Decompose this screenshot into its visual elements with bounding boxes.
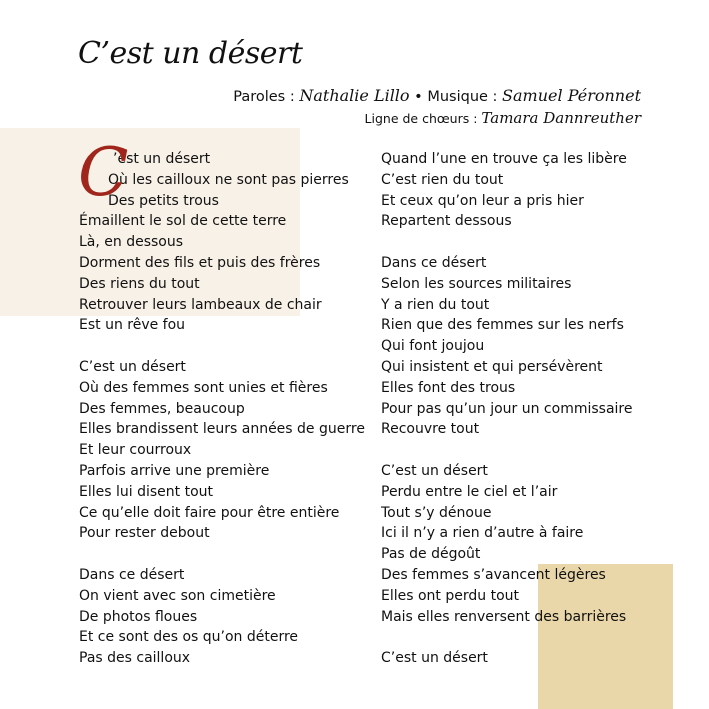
lyric-line: Y a rien du tout [381,296,490,313]
lyric-line: Dans ce désert [79,566,185,583]
lyric-line: On vient avec son cimetière [79,587,276,604]
lyrics-left-column [79,149,365,669]
credits-separator: • [414,89,423,105]
lyric-line: Elles lui disent tout [79,483,213,500]
stanza-gap [381,627,632,648]
lyric-line: C’est rien du tout [381,171,504,188]
lyric-line: C’est un désert [79,358,186,375]
lyric-line: Et ce sont des os qu’on déterre [79,629,299,646]
lyric-line: Est un rêve fou [79,317,186,334]
lyric-line: Où des femmes sont unies et fières [79,379,328,396]
lyric-line: Où les cailloux ne sont pas pierres [108,171,349,188]
lyric-line: Elles ont perdu tout [381,587,519,604]
lyric-line: Retrouver leurs lambeaux de chair [79,296,322,313]
lyric-line: Qui font joujou [381,338,485,355]
lyric-line: Émaillent le sol de cette terre [79,213,287,230]
lyric-line: Elles font des trous [381,379,516,396]
lyrics-right-column [381,149,632,669]
lyric-line: Et leur courroux [79,442,192,459]
lyric-line: Pas des cailloux [79,650,191,667]
lyric-line: Pour rester debout [79,525,210,542]
lyric-line: Rien que des femmes sur les nerfs [381,317,624,334]
lyrics-author: Nathalie Lillo [299,86,410,105]
lyric-line: Elles brandissent leurs années de guerre [79,421,365,438]
lyric-line: Repartent dessous [381,213,512,230]
lyric-line: Dorment des fils et puis des frères [79,254,321,271]
lyric-line: Là, en dessous [79,234,184,251]
stanza-gap [381,232,632,253]
lyric-line: Pas de dégoût [381,546,481,563]
lyric-line: Recouvre tout [381,421,480,438]
lyric-line: Des femmes s’avancent légères [381,566,606,583]
credits [233,85,641,129]
choir-label: Ligne de chœurs : [364,111,478,126]
stanza-gap [79,544,365,565]
lyric-line: De photos floues [79,608,198,625]
lyric-line: Perdu entre le ciel et l’air [381,483,558,500]
lyric-line: Des femmes, beaucoup [79,400,245,417]
song-title: C’est un désert [78,36,303,71]
lyric-line: C’est un désert [381,650,488,667]
choir-author: Tamara Dannreuther [481,109,641,127]
lyric-line: Dans ce désert [381,254,487,271]
lyric-line: Pour pas qu’un jour un commissaire [381,400,633,417]
lyric-line: Quand l’une en trouve ça les libère [381,151,627,167]
lyric-line: Qui insistent et qui persévèrent [381,358,603,375]
music-author: Samuel Péronnet [502,86,641,105]
lyric-line: Des petits trous [108,192,219,209]
lyric-line: Mais elles renversent des barrières [381,608,627,625]
stanza-gap [381,440,632,461]
lyric-line: Selon les sources militaires [381,275,572,292]
lyric-line: Ici il n’y a rien d’autre à faire [381,525,584,542]
lyric-line: Et ceux qu’on leur a pris hier [381,192,584,209]
lyric-first-line-rest: ’est un désert [113,151,211,167]
lyric-line: Des riens du tout [79,275,200,292]
drop-cap-letter: C [78,134,129,211]
stanza-gap [79,336,365,357]
credits-line-main [233,85,641,108]
music-label: Musique : [427,89,498,105]
credits-line-choir [233,108,641,129]
lyric-line: Ce qu’elle doit faire pour être entière [79,504,340,521]
lyric-line: C’est un désert [381,462,488,479]
lyric-line: Parfois arrive une première [79,462,270,479]
lyric-line: Tout s’y dénoue [381,504,492,521]
lyrics-label: Paroles : [233,89,295,105]
